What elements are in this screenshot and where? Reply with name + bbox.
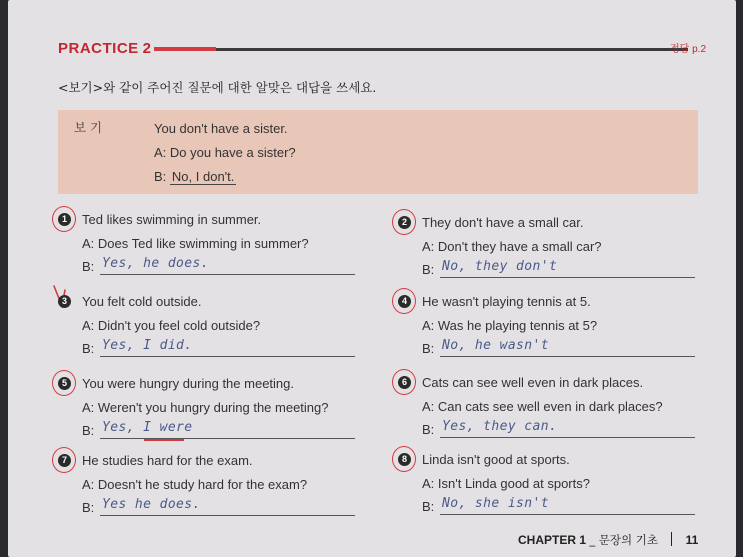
header-rule bbox=[216, 48, 688, 51]
answer-line bbox=[440, 514, 695, 515]
handwritten-answer: No, he wasn't bbox=[442, 338, 549, 353]
item-question: A: Can cats see well even in dark places? bbox=[422, 399, 663, 414]
item-question: A: Isn't Linda good at sports? bbox=[422, 476, 590, 491]
example-answer: No, I don't. bbox=[171, 169, 235, 184]
handwritten-answer: Yes, they can. bbox=[442, 419, 558, 434]
item-question: A: Didn't you feel cold outside? bbox=[82, 318, 261, 333]
item-answer-row bbox=[422, 419, 558, 437]
page-footer bbox=[518, 532, 698, 548]
answer-b-label: B: bbox=[422, 422, 435, 437]
handwritten-answer: Yes, I did. bbox=[102, 338, 193, 353]
item-question: A: Was he playing tennis at 5? bbox=[422, 318, 598, 333]
answer-line bbox=[440, 356, 695, 357]
worksheet-page bbox=[8, 0, 736, 557]
footer-divider bbox=[671, 532, 672, 546]
item-answer-row bbox=[422, 259, 558, 277]
item-statement: Linda isn't good at sports. bbox=[422, 452, 570, 467]
answer-line bbox=[100, 274, 355, 275]
item-question: A: Doesn't he study hard for the exam? bbox=[82, 477, 308, 492]
item-answer-row bbox=[82, 497, 201, 515]
handwritten-answer: Yes he does. bbox=[102, 497, 201, 512]
answer-reference: 정답 p.2 bbox=[670, 44, 706, 55]
practice-label: PRACTICE bbox=[58, 40, 139, 57]
example-statement: You don't have a sister. bbox=[154, 121, 288, 136]
header-rule-red bbox=[154, 47, 216, 51]
example-answer-row bbox=[154, 169, 236, 184]
example-box bbox=[58, 110, 698, 194]
handwritten-answer: No, she isn't bbox=[442, 496, 549, 511]
example-question: A: Do you have a sister? bbox=[154, 145, 296, 160]
example-answer-prefix: B: bbox=[154, 169, 167, 184]
answer-b-label: B: bbox=[82, 259, 95, 274]
chapter-label: CHAPTER 1 bbox=[518, 533, 587, 547]
item-statement: They don't have a small car. bbox=[422, 215, 584, 230]
answer-line bbox=[100, 515, 355, 516]
handwritten-answer: Yes, he does. bbox=[102, 256, 209, 271]
item-number: 1 bbox=[58, 213, 71, 226]
item-number: 3 bbox=[58, 295, 71, 308]
item-answer-row bbox=[82, 256, 209, 274]
item-statement: You felt cold outside. bbox=[82, 294, 202, 309]
item-question: A: Weren't you hungry during the meeting? bbox=[82, 400, 329, 415]
item-statement: You were hungry during the meeting. bbox=[82, 376, 294, 391]
answer-b-label: B: bbox=[422, 341, 435, 356]
item-statement: He studies hard for the exam. bbox=[82, 453, 253, 468]
item-question: A: Does Ted like swimming in summer? bbox=[82, 236, 309, 251]
item-statement: He wasn't playing tennis at 5. bbox=[422, 294, 591, 309]
item-question: A: Don't they have a small car? bbox=[422, 239, 602, 254]
answer-line bbox=[440, 437, 695, 438]
answer-b-label: B: bbox=[82, 500, 95, 515]
item-number: 8 bbox=[398, 453, 411, 466]
item-statement: Cats can see well even in dark places. bbox=[422, 375, 644, 390]
practice-title bbox=[58, 40, 152, 57]
answer-line bbox=[440, 277, 695, 278]
chapter-title: _ 문장의 기초 bbox=[589, 533, 658, 547]
item-number: 6 bbox=[398, 376, 411, 389]
item-number: 4 bbox=[398, 295, 411, 308]
item-answer-row bbox=[82, 338, 193, 356]
handwritten-answer: Yes, I were bbox=[102, 420, 193, 435]
answer-line bbox=[100, 438, 355, 439]
answer-line bbox=[100, 356, 355, 357]
practice-number: 2 bbox=[142, 40, 152, 57]
answer-b-label: B: bbox=[82, 341, 95, 356]
item-number: 2 bbox=[398, 216, 411, 229]
handwritten-answer: No, they don't bbox=[442, 259, 558, 274]
red-correction-underline bbox=[144, 439, 184, 441]
item-answer-row bbox=[422, 338, 549, 356]
item-answer-row bbox=[82, 420, 193, 438]
item-number: 5 bbox=[58, 377, 71, 390]
item-statement: Ted likes swimming in summer. bbox=[82, 212, 262, 227]
instruction-text: <보기>와 같이 주어진 질문에 대한 알맞은 대답을 쓰세요. bbox=[58, 80, 377, 95]
practice-header bbox=[58, 40, 706, 62]
answer-b-label: B: bbox=[82, 423, 95, 438]
answer-b-label: B: bbox=[422, 499, 435, 514]
item-number: 7 bbox=[58, 454, 71, 467]
page-number: 11 bbox=[685, 533, 699, 547]
item-answer-row bbox=[422, 496, 549, 514]
answer-b-label: B: bbox=[422, 262, 435, 277]
example-label: 보 기 bbox=[74, 120, 103, 135]
